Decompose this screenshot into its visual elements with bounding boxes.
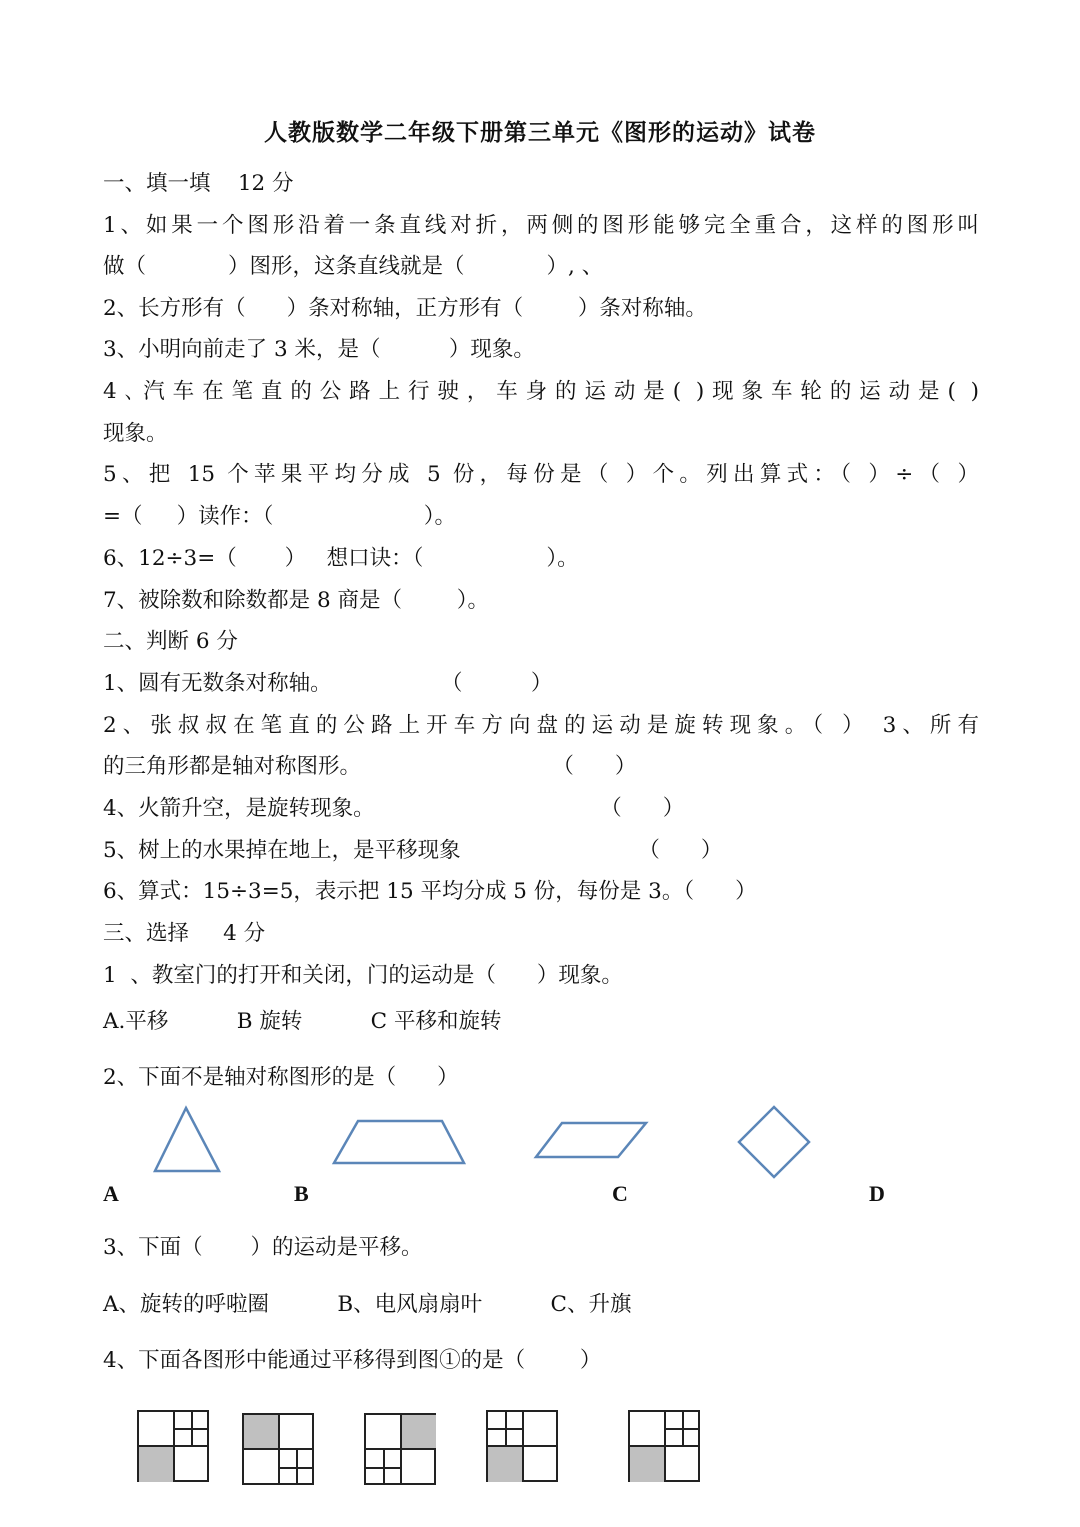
parallelogram-figure <box>532 1119 650 1161</box>
s3-q2: 2、下面不是轴对称图形的是（ ） <box>103 1065 459 1090</box>
grid-figure-4 <box>486 1410 558 1482</box>
s3-q3: 3、下面（ ）的运动是平移。 <box>103 1235 423 1260</box>
grid-figure-2 <box>242 1413 314 1485</box>
s1-q5-line2: =（ ）读作：（ ）。 <box>103 504 457 529</box>
s1-q1-line2: 做（ ）图形，这条直线就是（ ）, 、 <box>103 254 604 279</box>
grid-figure-1 <box>137 1410 209 1482</box>
triangle-figure <box>150 1104 224 1174</box>
s3-q1-options: A.平移 B 旋转 C 平移和旋转 <box>103 1009 502 1034</box>
s1-q2: 2、长方形有（ ）条对称轴，正方形有（ ）条对称轴。 <box>103 296 707 321</box>
s1-q5-line1: 5、把 15 个苹果平均分成 5 份，每份是（ ）个。列出算式：（ ）÷（ ） <box>103 462 979 487</box>
section2-heading: 二、判断 6 分 <box>103 629 238 654</box>
s1-q7: 7、被除数和除数都是 8 商是（ ）。 <box>103 588 489 613</box>
option-label-c: C <box>612 1181 628 1206</box>
grid-figure-5 <box>628 1410 700 1482</box>
s1-q3: 3、小明向前走了 3 米，是（ ）现象。 <box>103 337 535 362</box>
trapezoid-figure <box>330 1117 468 1167</box>
s2-q2-line2: 的三角形都是轴对称图形。 （ ） <box>103 754 637 779</box>
option-label-d: D <box>869 1181 885 1206</box>
s2-q4: 4、火箭升空，是旋转现象。 （ ） <box>103 796 685 821</box>
s1-q4-line2: 现象。 <box>103 421 168 446</box>
s2-q2-line1: 2、张叔叔在笔直的公路上开车方向盘的运动是旋转现象。（ ） 3、所有 <box>103 713 979 738</box>
s3-q3-options: A、旋转的呼啦圈 B、电风扇扇叶 C、升旗 <box>103 1292 632 1317</box>
diamond-figure <box>736 1104 812 1180</box>
exam-title: 人教版数学二年级下册第三单元《图形的运动》试卷 <box>264 119 816 146</box>
s1-q4-line1: 4､汽车在笔直的公路上行驶，车身的运动是( )现象车轮的运动是( ) <box>103 379 979 404</box>
s2-q6: 6、算式：15÷3=5，表示把 15 平均分成 5 份，每份是 3。（ ） <box>103 879 757 904</box>
option-label-a: A <box>103 1181 119 1206</box>
s2-q5: 5、树上的水果掉在地上，是平移现象 （ ） <box>103 838 723 863</box>
option-label-b: B <box>294 1181 309 1206</box>
section1-heading: 一、填一填 12 分 <box>103 171 294 196</box>
grid-figure-3 <box>364 1413 436 1485</box>
s3-q1: 1 、教室门的打开和关闭，门的运动是（ ）现象。 <box>103 963 623 988</box>
s1-q6: 6、12÷3=（ ） 想口诀：（ ）。 <box>103 546 579 571</box>
section3-heading: 三、选择 4 分 <box>103 921 266 946</box>
s1-q1-line1: 1、如果一个图形沿着一条直线对折，两侧的图形能够完全重合，这样的图形叫 <box>103 213 979 238</box>
s2-q1: 1、圆有无数条对称轴。 （ ） <box>103 671 553 696</box>
s3-q4: 4、下面各图形中能通过平移得到图①的是（ ） <box>103 1348 602 1373</box>
